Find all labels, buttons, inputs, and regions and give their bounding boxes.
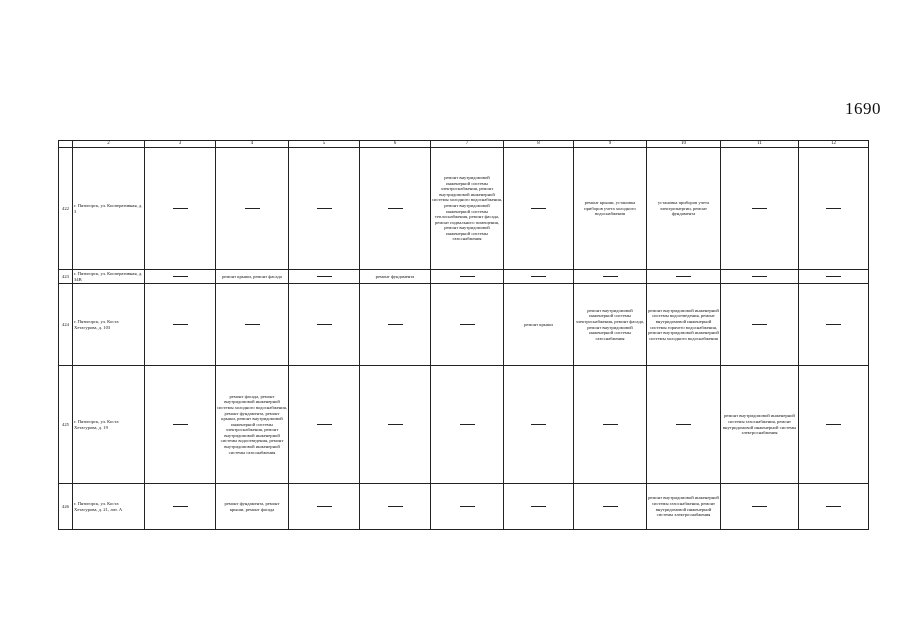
empty-cell [799,284,869,366]
dash-mark [460,276,475,277]
empty-cell [504,366,574,484]
column-number: 5 [289,141,360,148]
dash-mark [531,424,546,425]
dash-mark [388,208,403,209]
dash-mark [676,276,691,277]
empty-cell [504,148,574,270]
row-number: 422 [59,148,73,270]
column-number: 3 [145,141,216,148]
dash-mark [752,324,767,325]
dash-mark [317,324,332,325]
row-number: 426 [59,484,73,530]
dash-mark [531,208,546,209]
dash-mark [752,276,767,277]
empty-cell [289,270,360,284]
dash-mark [317,276,332,277]
dash-mark [388,424,403,425]
empty-cell [799,148,869,270]
table-row [59,270,869,284]
work-cell: ремонт крыши [504,284,574,366]
empty-cell [289,148,360,270]
column-number-blank [59,141,73,148]
dash-mark [531,506,546,507]
work-cell: ремонт внутридомовой инженерной системы газоснабжения, ремонт внутридомовой инженерной системы электроснабжения [647,484,721,530]
empty-cell [431,484,504,530]
row-number: 424 [59,284,73,366]
dash-mark [460,324,475,325]
work-cell: ремонт крыши, установка приборов учета холодного водоснабжения [574,148,647,270]
dash-mark [826,324,841,325]
dash-mark [245,324,260,325]
column-number: 12 [799,141,869,148]
column-number: 9 [574,141,647,148]
work-cell: установка приборов учета электроэнергии, ремонт фундамента [647,148,721,270]
empty-cell [799,366,869,484]
address-cell: г. Пятигорск, ул. Коста Хетагурова, д. 103 [73,284,145,366]
table-row [59,484,869,530]
dash-mark [173,506,188,507]
empty-cell [721,484,799,530]
dash-mark [531,276,546,277]
row-number: 425 [59,366,73,484]
dash-mark [317,506,332,507]
empty-cell [574,366,647,484]
column-number: 11 [721,141,799,148]
empty-cell [145,148,216,270]
table-row [59,148,869,270]
work-cell: ремонт фундамента [360,270,431,284]
empty-cell [574,270,647,284]
dash-mark [752,506,767,507]
empty-cell [721,270,799,284]
work-cell: ремонт фасада, ремонт внутридомовой инженерной системы холодного водоснабжения, ремонт фундамента, ремонт крыши, ремонт внутридомовой инженерной системы электроснабжения, ремонт внутридомовой инженерной системы водоотведения, ремонт внутридомовой инженерной системы газоснабжения [216,366,289,484]
empty-cell [216,148,289,270]
column-number: 6 [360,141,431,148]
dash-mark [826,424,841,425]
empty-cell [145,270,216,284]
empty-cell [504,484,574,530]
dash-mark [603,424,618,425]
column-number-row [59,141,869,148]
work-cell: ремонт внутридомовой инженерной системы электроснабжения, ремонт фасада, ремонт внутридомовой инженерной системы газоснабжения [574,284,647,366]
table-row [59,284,869,366]
empty-cell [431,284,504,366]
dash-mark [603,276,618,277]
dash-mark [603,506,618,507]
work-cell: ремонт внутридомовой инженерной системы электроснабжения, ремонт внутридомовой инженерной системы холодного водоснабжения, ремонт внутридомовой инженерной системы теплоснабжения, ремонт фасада, ремонт подвального помещения, ремонт внутридомовой инженерной системы газоснабжения [431,148,504,270]
empty-cell [574,484,647,530]
empty-cell [145,484,216,530]
column-number: 10 [647,141,721,148]
dash-mark [752,208,767,209]
empty-cell [360,284,431,366]
dash-mark [460,424,475,425]
column-number: 7 [431,141,504,148]
empty-cell [216,284,289,366]
table-row [59,366,869,484]
empty-cell [431,270,504,284]
empty-cell [360,366,431,484]
empty-cell [145,366,216,484]
address-cell: г. Пятигорск, ул. Кооперативная, д. 34В [73,270,145,284]
empty-cell [721,284,799,366]
dash-mark [317,208,332,209]
dash-mark [173,324,188,325]
dash-mark [245,208,260,209]
column-number: 2 [73,141,145,148]
column-number: 4 [216,141,289,148]
repair-schedule-table [58,140,869,530]
work-cell: ремонт фундамента, ремонт крыши, ремонт фасада [216,484,289,530]
dash-mark [826,506,841,507]
dash-mark [826,208,841,209]
work-cell: ремонт внутридомовой инженерной системы водоотведения, ремонт внутридомовой инженерной системы горячего водоснабжения, ремонт внутридомовой инженерной системы холодного водоснабжения [647,284,721,366]
empty-cell [799,484,869,530]
dash-mark [460,506,475,507]
dash-mark [173,424,188,425]
empty-cell [647,270,721,284]
address-cell: г. Пятигорск, ул. Коста Хетагурова, д. 21, лит. А [73,484,145,530]
dash-mark [676,424,691,425]
empty-cell [721,148,799,270]
dash-mark [317,424,332,425]
empty-cell [145,284,216,366]
empty-cell [360,484,431,530]
work-cell: ремонт внутридомовой инженерной системы газоснабжения, ремонт внутридомовой инженерной системы электроснабжения [721,366,799,484]
dash-mark [173,208,188,209]
empty-cell [647,366,721,484]
empty-cell [289,366,360,484]
page-number: 1690 [845,99,881,118]
empty-cell [799,270,869,284]
address-cell: г. Пятигорск, ул. Коста Хетагурова, д. 19 [73,366,145,484]
empty-cell [289,284,360,366]
empty-cell [504,270,574,284]
empty-cell [360,148,431,270]
dash-mark [388,506,403,507]
dash-mark [388,324,403,325]
empty-cell [289,484,360,530]
empty-cell [431,366,504,484]
row-number: 423 [59,270,73,284]
address-cell: г. Пятигорск, ул. Кооперативная, д. 3 [73,148,145,270]
column-number: 8 [504,141,574,148]
dash-mark [173,276,188,277]
dash-mark [826,276,841,277]
work-cell: ремонт крыши, ремонт фасада [216,270,289,284]
